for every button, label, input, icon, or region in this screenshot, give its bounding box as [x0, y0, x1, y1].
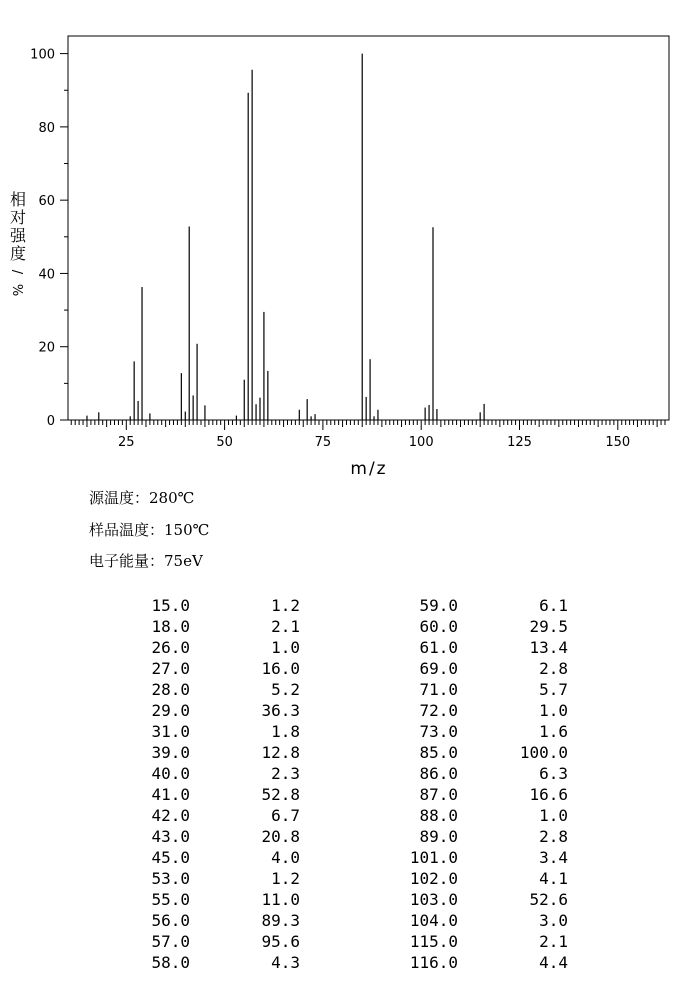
sample-temperature-label: 样品温度：: [89, 521, 165, 539]
x-tick-label: 125: [507, 435, 532, 450]
source-temperature: [89, 487, 194, 508]
mz-cell: 39.0: [151, 743, 190, 762]
y-axis-label: [9, 190, 27, 296]
intensity-cell: 52.8: [261, 785, 300, 804]
sample-temperature-value: 150℃: [164, 521, 210, 539]
electron-energy-label: 电子能量：: [89, 552, 165, 570]
y-axis-label-char: /: [9, 269, 24, 275]
intensity-cell: 1.0: [539, 806, 568, 825]
y-tick-label: 80: [38, 120, 55, 136]
mz-cell: 60.0: [419, 617, 458, 636]
table-row: [0, 722, 696, 743]
intensity-cell: 13.4: [529, 638, 568, 657]
y-axis: [30, 48, 68, 429]
mz-cell: 40.0: [151, 764, 190, 783]
mz-cell: 87.0: [419, 785, 458, 804]
intensity-cell: 1.0: [271, 638, 300, 657]
mz-cell: 42.0: [151, 806, 190, 825]
table-row: [0, 617, 696, 638]
y-axis-label-char: 相: [9, 190, 27, 209]
intensity-cell: 1.6: [539, 722, 568, 741]
mz-cell: 69.0: [419, 659, 458, 678]
x-axis: [118, 435, 630, 450]
x-axis-label: m/z: [350, 459, 388, 479]
intensity-cell: 4.0: [271, 848, 300, 867]
mz-cell: 61.0: [419, 638, 458, 657]
mz-cell: 101.0: [409, 848, 458, 867]
x-tick-label: 150: [605, 435, 631, 450]
mz-cell: 102.0: [409, 869, 458, 888]
table-row: [0, 953, 696, 974]
mz-cell: 41.0: [151, 785, 190, 804]
table-row: [0, 764, 696, 785]
mz-cell: 15.0: [151, 596, 190, 615]
mz-cell: 104.0: [409, 911, 458, 930]
mz-cell: 26.0: [151, 638, 190, 657]
mz-cell: 53.0: [151, 869, 190, 888]
intensity-cell: 29.5: [529, 617, 568, 636]
intensity-cell: 16.6: [529, 785, 568, 804]
intensity-cell: 2.8: [539, 827, 568, 846]
intensity-cell: 6.3: [539, 764, 568, 783]
y-tick-label: 60: [38, 194, 55, 210]
intensity-cell: 2.1: [271, 617, 300, 636]
intensity-cell: 89.3: [261, 911, 300, 930]
intensity-cell: 3.4: [539, 848, 568, 867]
table-row: [0, 890, 696, 911]
table-row: [0, 869, 696, 890]
intensity-cell: 95.6: [261, 932, 300, 951]
mz-cell: 43.0: [151, 827, 190, 846]
mz-cell: 18.0: [151, 617, 190, 636]
intensity-cell: 3.0: [539, 911, 568, 930]
mz-cell: 86.0: [419, 764, 458, 783]
intensity-cell: 6.1: [539, 596, 568, 615]
mz-cell: 58.0: [151, 953, 190, 972]
intensity-cell: 16.0: [261, 659, 300, 678]
table-row: [0, 911, 696, 932]
y-tick-label: 100: [30, 47, 55, 63]
mz-cell: 116.0: [409, 953, 458, 972]
mz-cell: 29.0: [151, 701, 190, 720]
mz-cell: 59.0: [419, 596, 458, 615]
table-row: [0, 806, 696, 827]
x-tick-label: 75: [314, 435, 332, 450]
x-tick-label: 25: [118, 435, 135, 450]
intensity-cell: 5.2: [271, 680, 300, 699]
intensity-cell: 6.7: [271, 806, 300, 825]
mz-cell: 115.0: [409, 932, 458, 951]
y-axis-label-char: 对: [9, 208, 27, 227]
intensity-cell: 36.3: [261, 701, 300, 720]
mz-cell: 72.0: [419, 701, 458, 720]
table-row: [0, 932, 696, 953]
intensity-cell: 2.8: [539, 659, 568, 678]
y-tick-label: 0: [46, 414, 55, 429]
x-tick-label: 100: [408, 435, 434, 450]
table-row: [0, 848, 696, 869]
table-row: [0, 680, 696, 701]
intensity-cell: 4.1: [539, 869, 568, 888]
plot-frame: [68, 36, 669, 420]
mz-cell: 57.0: [151, 932, 190, 951]
table-row: [0, 827, 696, 848]
y-axis-label-char: 强: [9, 226, 27, 245]
x-tick-label: 50: [216, 435, 233, 450]
intensity-cell: 11.0: [261, 890, 300, 909]
table-row: [0, 701, 696, 722]
intensity-cell: 1.2: [271, 596, 300, 615]
source-temperature-label: 源温度：: [89, 489, 150, 507]
mz-cell: 27.0: [151, 659, 190, 678]
x-minor-ticks: [71, 420, 665, 430]
electron-energy: [89, 550, 203, 571]
table-row: [0, 659, 696, 680]
mz-cell: 85.0: [419, 743, 458, 762]
y-axis-label-char: 度: [9, 244, 27, 263]
table-row: [0, 596, 696, 617]
intensity-cell: 4.4: [539, 953, 568, 972]
peak-bars: [87, 54, 484, 420]
sample-temperature: [89, 519, 209, 540]
y-tick-label: 40: [38, 267, 55, 283]
table-row: [0, 638, 696, 659]
mz-cell: 103.0: [409, 890, 458, 909]
intensity-cell: 5.7: [539, 680, 568, 699]
y-tick-label: 20: [38, 340, 55, 356]
intensity-cell: 1.2: [271, 869, 300, 888]
intensity-cell: 1.8: [271, 722, 300, 741]
mz-cell: 55.0: [151, 890, 190, 909]
mz-cell: 56.0: [151, 911, 190, 930]
plot-border: [68, 36, 669, 420]
mz-cell: 31.0: [151, 722, 190, 741]
intensity-cell: 2.1: [539, 932, 568, 951]
intensity-cell: 2.3: [271, 764, 300, 783]
mass-spectrum-chart: [0, 0, 696, 480]
mz-cell: 28.0: [151, 680, 190, 699]
source-temperature-value: 280℃: [149, 489, 195, 507]
mz-cell: 89.0: [419, 827, 458, 846]
table-row: [0, 785, 696, 806]
y-axis-label-char: %: [9, 283, 24, 297]
table-row: [0, 743, 696, 764]
mz-cell: 71.0: [419, 680, 458, 699]
mz-cell: 88.0: [419, 806, 458, 825]
mz-cell: 73.0: [419, 722, 458, 741]
intensity-cell: 4.3: [271, 953, 300, 972]
mz-cell: 45.0: [151, 848, 190, 867]
intensity-cell: 52.6: [529, 890, 568, 909]
intensity-cell: 100.0: [519, 743, 568, 762]
intensity-cell: 12.8: [261, 743, 300, 762]
electron-energy-value: 75eV: [164, 552, 203, 570]
intensity-cell: 20.8: [261, 827, 300, 846]
intensity-cell: 1.0: [539, 701, 568, 720]
